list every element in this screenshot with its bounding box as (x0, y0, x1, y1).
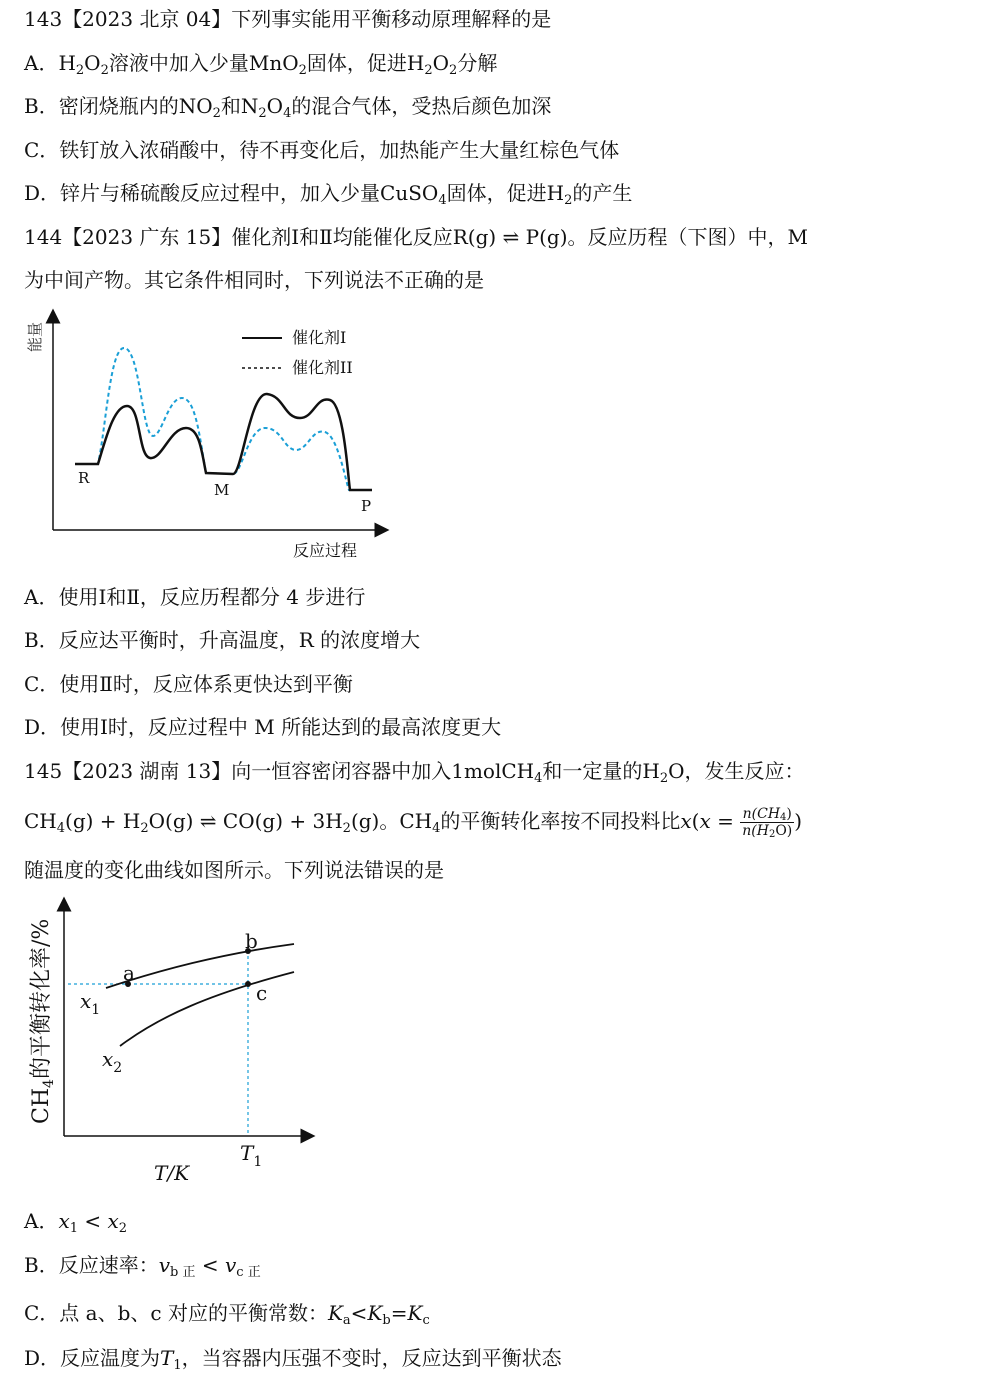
label-b: b (245, 929, 258, 953)
legend-catalyst-2: 催化剂II (292, 358, 353, 377)
catalyst-1-curve (75, 394, 372, 490)
label-r: R (78, 469, 90, 487)
ratio-fraction: $\frac{n(CH_4)}{n(H_2O)}$ (742, 806, 793, 840)
y-axis-label: $CH_4$的平衡转化率/% (29, 918, 57, 1124)
label-x2: $x_2$ (102, 1047, 123, 1076)
label-t1: $T_1$ (240, 1141, 263, 1170)
label-x1: $x_1$ (80, 989, 101, 1018)
q143-option-a: A．$H_2O_2$溶液中加入少量MnO$_2$固体，促进$H_2O_2$分解 (24, 51, 498, 78)
point-c (245, 981, 251, 987)
q144-option-a: A．使用Ⅰ和Ⅱ，反应历程都分 4 步进行 (24, 585, 366, 609)
energy-profile-diagram (20, 308, 400, 568)
question-source-tag: 【2023 北京 04】 (62, 7, 232, 31)
q143-option-b: B．密闭烧瓶内的$NO_2$和$N_2O_4$的混合气体，受热后颜色加深 (24, 94, 552, 121)
question-text: 下列事实能用平衡移动原理解释的是 (231, 7, 552, 31)
label-c: c (256, 981, 268, 1005)
question-145-stem-line1: 145【2023 湖南 13】向一恒容密闭容器中加入1molCH$_4$和一定量的$H_2O$，发生反应： (24, 759, 805, 786)
question-number: 143 (24, 7, 63, 31)
q144-option-c: C．使用Ⅱ时，反应体系更快达到平衡 (24, 672, 353, 696)
q143-option-c: C．铁钉放入浓硝酸中，待不再变化后，加热能产生大量红棕色气体 (24, 138, 620, 162)
q143-option-d: D．锌片与稀硫酸反应过程中，加入少量CuSO$_4$固体，促进$H_2$的产生 (24, 181, 633, 208)
q144-option-b: B．反应达平衡时，升高温度，R 的浓度增大 (24, 628, 421, 652)
question-145-equation-line: $CH_4(g) + H_2O(g)$ ⇌ $CO(g) + 3H_2(g)$。$CH_4$的平衡转化率按不同投料比x(x = $\frac{n(CH_4)}{n(H_2O)}$ ) (24, 806, 803, 840)
x-axis-label: 反应过程 (293, 541, 358, 560)
label-a: a (123, 961, 135, 985)
q145-option-b: B．反应速率：$v_{b 正} < v_{c 正}$ (24, 1253, 261, 1280)
x-axis-label: T/K (154, 1161, 190, 1185)
label-m: M (214, 481, 230, 499)
q145-option-c: C．点 a、b、c 对应的平衡常数：$K_a<K_b=K_c$ (24, 1301, 430, 1328)
legend-catalyst-1: 催化剂I (292, 328, 347, 347)
question-143-stem (24, 6, 551, 32)
curve-x2 (120, 972, 294, 1046)
q144-option-d: D．使用Ⅰ时，反应过程中 M 所能达到的最高浓度更大 (24, 715, 502, 739)
question-145-stem-line3: 随温度的变化曲线如图所示。下列说法错误的是 (24, 858, 444, 882)
y-axis-label: 能量 (26, 321, 44, 352)
q145-option-d: D．反应温度为$T_1$，当容器内压强不变时，反应达到平衡状态 (24, 1346, 562, 1373)
question-144-stem-line1: 144【2023 广东 15】催化剂Ⅰ和Ⅱ均能催化反应R(g) ⇌ P(g)。反应历程（下图）中，M (24, 225, 809, 249)
q145-option-a: A．$x_1 < x_2$ (24, 1209, 128, 1236)
conversion-temperature-chart (20, 896, 320, 1196)
question-144-stem-line2: 为中间产物。其它条件相同时，下列说法不正确的是 (24, 268, 484, 292)
label-p: P (361, 497, 372, 515)
